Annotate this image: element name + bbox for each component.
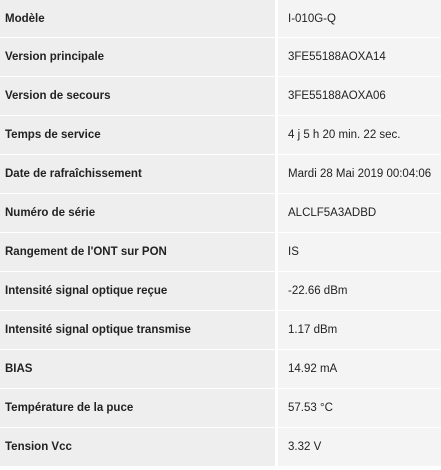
row-value: 3.32 V xyxy=(277,428,441,467)
row-value: ALCLF5A3ADBD xyxy=(277,194,441,233)
row-value: 3FE55188AOXA06 xyxy=(277,77,441,116)
row-value: -22.66 dBm xyxy=(277,272,441,311)
row-label: Rangement de l'ONT sur PON xyxy=(0,233,277,272)
row-label: Température de la puce xyxy=(0,389,277,428)
table-row-vcc-voltage xyxy=(0,428,441,467)
table-row-chip-temperature xyxy=(0,389,441,428)
table-row-main-version xyxy=(0,38,441,77)
table-row-tx-power xyxy=(0,311,441,350)
row-value: 3FE55188AOXA14 xyxy=(277,38,441,77)
row-value: Mardi 28 Mai 2019 00:04:06 xyxy=(277,155,441,194)
row-label: Tension Vcc xyxy=(0,428,277,467)
row-label: Version principale xyxy=(0,38,277,77)
row-label: Version de secours xyxy=(0,77,277,116)
row-value: 14.92 mA xyxy=(277,350,441,389)
row-label: Intensité signal optique transmise xyxy=(0,311,277,350)
table-row-bias xyxy=(0,350,441,389)
table-row-rx-power xyxy=(0,272,441,311)
table-row-model xyxy=(0,0,441,38)
row-value: 1.17 dBm xyxy=(277,311,441,350)
row-value: 4 j 5 h 20 min. 22 sec. xyxy=(277,116,441,155)
row-value: 57.53 °C xyxy=(277,389,441,428)
row-value: I-010G-Q xyxy=(277,0,441,38)
row-label: Intensité signal optique reçue xyxy=(0,272,277,311)
table-row-ont-ranging xyxy=(0,233,441,272)
table-row-uptime xyxy=(0,116,441,155)
row-label: Numéro de série xyxy=(0,194,277,233)
table-row-serial-number xyxy=(0,194,441,233)
table-row-refresh-date xyxy=(0,155,441,194)
row-label: Date de rafraîchissement xyxy=(0,155,277,194)
row-label: Modèle xyxy=(0,0,277,38)
row-value: IS xyxy=(277,233,441,272)
row-label: Temps de service xyxy=(0,116,277,155)
row-label: BIAS xyxy=(0,350,277,389)
table-row-backup-version xyxy=(0,77,441,116)
